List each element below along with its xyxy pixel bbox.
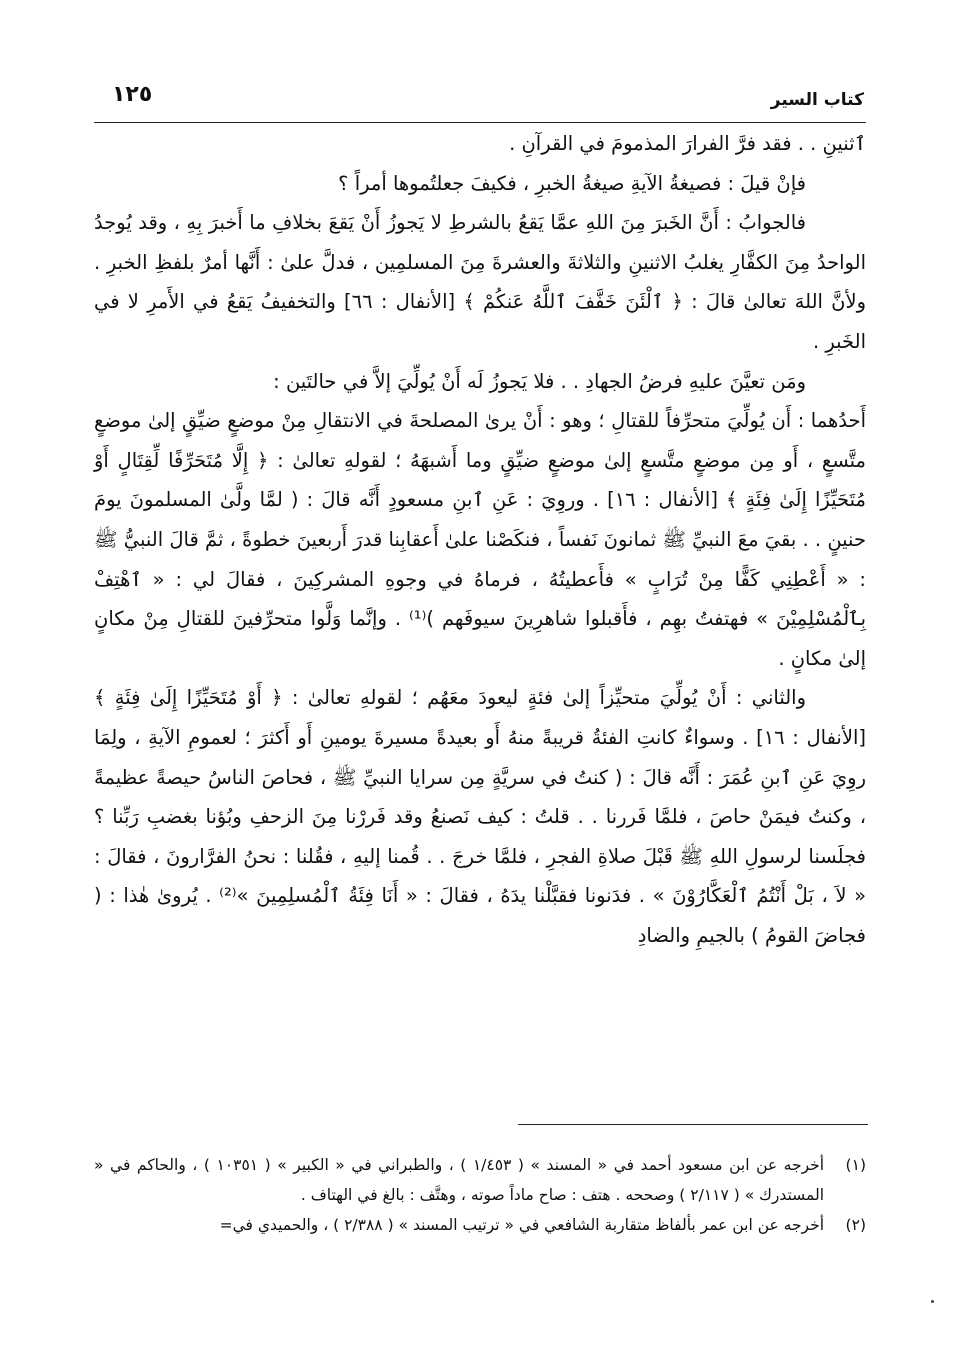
footnote-number: (١) — [845, 1156, 866, 1174]
page-number: ١٢٥ — [112, 82, 153, 107]
header-rule — [94, 122, 866, 123]
paragraph: ومَن تعيَّنَ عليهِ فرضُ الجهادِ . . فلا يَجوزُ لَه أَنْ يُولِّيَ إلاَّ في حالتَين : — [273, 369, 806, 393]
paragraph: فالجوابُ : أَنَّ الخَبرَ مِنَ اللهِ عمَّا يَقعُ بالشرطِ لا يَجوزُ أَنْ يَقعَ بخلافِ ما أَخبرَ بِهِ ، وقد يُوجدُ الواحدُ مِنَ الكفَّارِ يغلبُ الاثنينِ والثلاثةَ والعشرةَ مِنَ المسلمِين ، فدلَّ علىٰ : أَنَّها أمرٌ بلفظِ الخبرِ . ولأنَّ اللهَ تعالىٰ قالَ : ﴿ ٱلْئَنَ خَفَّفَ ٱللَّهُ عَنكُمْ ﴾ [الأنفال : ٦٦] والتخفيفُ يَقعُ في الأَمرِ لا في الخَبرِ . — [94, 211, 867, 353]
footnote-item — [94, 1210, 866, 1240]
footnote-text: أخرجه عن ابن عمر بألفاظ متقاربة الشافعي في « ترتيب المسند » ( ٢/٣٨٨ ) ، والحميدي في= — [219, 1216, 824, 1234]
footnote-rule — [518, 1124, 868, 1125]
footnote-text: أخرجه عن ابن مسعود أحمد في « المسند » ( ١/٤٥٣ ) ، والطبراني في « الكبير » ( ١٠٣٥١ ) ، والحاكم في « المستدرك » ( ٢/١١٧ ) وصححه . هتف : صاح ماداً صوته ، وهتَّف : بالغ في الهتاف . — [94, 1156, 825, 1204]
footnote-number: (٢) — [845, 1216, 866, 1234]
main-text — [94, 124, 866, 955]
footnotes — [94, 1150, 866, 1240]
scan-speck — [931, 1300, 934, 1303]
paragraph: والثاني : أَنْ يُولِّيَ متحيِّزاً إلىٰ فئةٍ ليعودَ معَهُم ؛ لقولهِ تعالىٰ : ﴿ أَوْ مُتَحَيِّزًا إِلَىٰ فِئَةٍ ﴾ [الأنفال : ١٦] . وسواءٌ كانتِ الفئةُ قريبةً منهُ أَو بعيدةً مسيرةَ يومينِ أَو أَكثرَ ؛ لعمومِ الآيةِ ، ولِمَا روِيَ عَنِ ٱبنِ عُمَرَ : أَنَّه قالَ : ( كنتُ في سريَّةٍ مِن سرايا النبيِّ ﷺ ، فحاصَ الناسُ حيصةً عظيمةً ، وكنتُ فيمَنْ حاصَ ، فلمَّا فَررنا . . قلتُ : كيف نَصنعُ وقد فَررْنا مِنَ الزحفِ وبُؤنا بغضبِ رَبِّنا ؟ فجلَسنا لرسولِ اللهِ ﷺ قَبْلَ صلاةِ الفجرِ ، فلمَّا خرجَ . . قُمنا إليهِ ، فقُلنا : نحنُ الفرَّارونَ ، فقالَ : « لاَ ، بَلْ أَنْتُمُ ٱلْعَكَّارُوْنَ » . فدَنونا فقبَّلْنا يدَهُ ، فقالَ : « أَنَا فِئَةُ ٱلْمُسلِمِينَ »⁽²⁾ . يُروىٰ هٰذا : ( فجاضَ القومُ ) بالجيمِ والضادِ — [94, 686, 867, 947]
paragraph: أَحدُهما : أَن يُولِّيَ متحرِّفاً للقتالِ ؛ وهو : أَنْ يرىٰ المصلحةَ في الانتقالِ مِنْ موضعٍ ضيِّقٍ إلىٰ موضعٍ متَّسعٍ ، أَو مِن موضعٍ متَّسعٍ إلىٰ موضعٍ ضيِّقٍ وما أَشبهَهُ ؛ لقولهِ تعالىٰ : ﴿ إِلَّا مُتَحَرِّفًا لِّقِتَالٍ أَوْ مُتَحَيِّزًا إِلَىٰ فِئَةٍ ﴾ [الأنفال : ١٦] . وروِيَ : عَنِ ٱبنِ مسعودٍ أَنَّه قالَ : ( لمَّا ولَّىٰ المسلمونَ يومَ حنينٍ . . بقيَ معَ النبيِّ ﷺ ثمانونَ نَفساً ، فنكَصْنا علىٰ أَعقابِنا قدرَ أَربعينَ خطوةً ، ثمَّ قالَ النبيُّ ﷺ : « أَعْطِنِي كَفًّا مِنْ تُرَابٍ » فأَعطيتُهُ ، فرماهُ في وجوهِ المشركِينَ ، فقالَ لي : « ٱهْتِفْ بِٱلْمُسْلِمِيْنَ » فهتفتُ بهِم ، فأَقبلوا شاهرِينَ سيوفَهم )⁽¹⁾ . وإنَّما وَلَّوا متحرِّفينَ للقتالِ مِنْ مكانٍ إلىٰ مكانٍ . — [94, 409, 866, 670]
paragraph: ٱثنينِ . . فقد فرَّ الفرارَ المذمومَ في القرآنِ . — [509, 132, 866, 155]
paragraph: فإنْ قيلَ : فصيغةُ الآيةِ صيغةُ الخبرِ ، فكيفَ جعلتُموها أمراً ؟ — [338, 171, 806, 195]
footnote-item — [94, 1150, 866, 1210]
running-header-title: كتاب السير — [770, 90, 864, 110]
